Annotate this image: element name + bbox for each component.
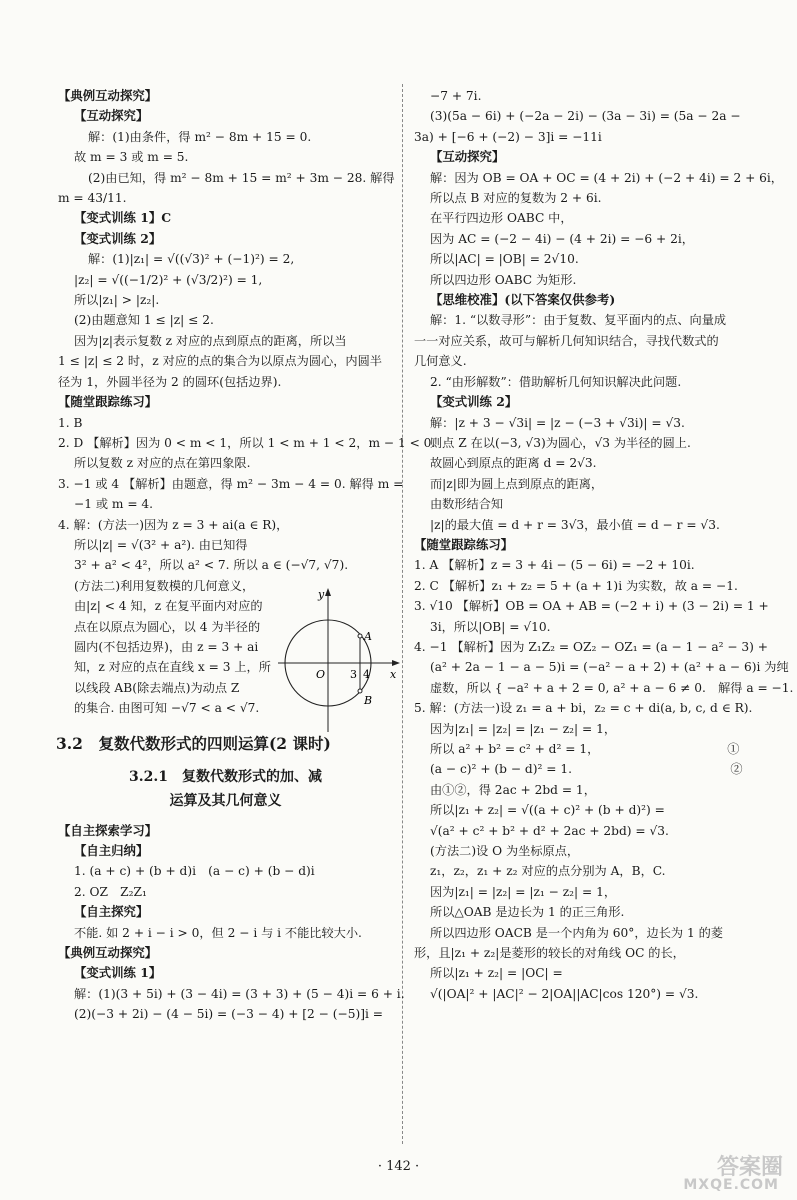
right-line: 形，且|z₁ + z₂|是菱形的较长的对角线 OC 的长， xyxy=(414,946,685,961)
right-line: 由数形结合知 xyxy=(430,497,504,512)
left-line: |z₂| = √((−1/2)² + (√3/2)²) = 1, xyxy=(74,272,263,287)
watermark-logo: 答案圈 xyxy=(716,1155,783,1180)
right-line: 【思维校准】(以下答案仅供参考) xyxy=(430,292,616,308)
left-line: 【变式训练 2】 xyxy=(74,230,162,246)
left2-line: (2)(−3 + 2i) − (4 − 5i) = (−3 − 4) + [2 − (−5)]i = xyxy=(74,1007,383,1022)
right-line: 5. 解：(方法一)设 z₁ = a + bi，z₂ = c + di(a, b, c, d ∈ R). xyxy=(414,701,753,716)
right-line: z₁，z₂，z₁ + z₂ 对应的点分别为 A，B，C. xyxy=(430,864,666,879)
right-column xyxy=(414,86,794,1004)
left-line: 【随堂跟踪练习】 xyxy=(58,394,158,410)
right-line: 几何意义. xyxy=(414,354,467,369)
left-line: 2. D 【解析】因为 0 < m < 1，所以 1 < m + 1 < 2，m − 1 < 0. xyxy=(58,435,436,450)
right-line: (a − c)² + (b − d)² = 1. ② xyxy=(430,762,743,777)
right-line: 在平行四边形 OABC 中， xyxy=(430,211,573,226)
right-line: 【随堂跟踪练习】 xyxy=(414,536,514,552)
left-line: 径为 1，外圆半径为 2 的圆环(包括边界). xyxy=(58,374,282,389)
left-line: 点在以原点为圆心，以 4 为半径的 xyxy=(74,619,261,634)
right-line: 3. √10 【解析】OB = OA + AB = (−2 + i) + (3 − 2i) = 1 + xyxy=(414,599,769,614)
left-text-block-2 xyxy=(58,821,405,1025)
left-line: 解：(1)|z₁| = √((√3)² + (−1)²) = 2, xyxy=(88,252,295,267)
label-y: y xyxy=(318,588,325,601)
right-line: 则点 Z 在以(−3, √3)为圆心，√3 为半径的圆上. xyxy=(430,435,691,450)
right-line: 2. C 【解析】z₁ + z₂ = 5 + (a + 1)i 为实数，故 a = −1. xyxy=(414,578,738,593)
label-4: 4 xyxy=(363,668,370,681)
right-line: (方法二)设 O 为坐标原点， xyxy=(430,844,580,859)
left2-line: 【自主探索学习】 xyxy=(58,822,158,838)
label-3: 3 xyxy=(350,668,357,681)
left2-line: 2. OZ Z₂Z₁ xyxy=(74,884,147,899)
left-column xyxy=(56,86,436,1025)
left2-line: 解：(1)(3 + 5i) + (3 − 4i) = (3 + 3) + (5 − 4)i = 6 + i. xyxy=(74,986,405,1001)
right-line: √(a² + c² + b² + d² + 2ac + 2bd) = √3. xyxy=(430,823,669,838)
left-line: 4. 解：(方法一)因为 z = 3 + ai(a ∈ R)， xyxy=(58,517,289,532)
label-o: O xyxy=(316,668,326,681)
left-line: 所以|z₁| > |z₂|. xyxy=(74,293,160,308)
right-line: 所以四边形 OABC 为矩形. xyxy=(430,272,577,287)
right-line: 而|z|即为圆上点到原点的距离， xyxy=(430,476,604,491)
left-line: 知，z 对应的点在直线 x = 3 上，所 xyxy=(74,660,271,675)
point-b xyxy=(358,689,362,693)
left-line: 所以|z| = √(3² + a²). 由已知得 xyxy=(74,537,248,552)
subsection-title-line2: 运算及其几何意义 xyxy=(169,792,282,809)
left-line: 1 ≤ |z| ≤ 2 时，z 对应的点的集合为以原点为圆心，内圆半 xyxy=(58,354,382,369)
right-line: 所以 a² + b² = c² + d² = 1， ① xyxy=(430,742,740,756)
right-line: 所以|z₁ + z₂| = √((a + c)² + (b + d)²) = xyxy=(430,803,665,818)
right-line: 【变式训练 2】 xyxy=(430,394,518,410)
left-line: 【互动探究】 xyxy=(74,108,149,124)
left-line: 以线段 AB(除去端点)为动点 Z xyxy=(74,680,240,695)
right-line: 解：因为 OB = OA + OC = (4 + 2i) + (−2 + 4i) = 2 + 6i， xyxy=(430,170,783,185)
complex-plane-figure xyxy=(270,586,400,736)
left-line: 由|z| < 4 知，z 在复平面内对应的 xyxy=(74,599,263,614)
right-line: 2. “由形解数”：借助解析几何知识解决此问题. xyxy=(430,374,682,389)
right-line: 因为 AC = (−2 − 4i) − (4 + 2i) = −6 + 2i， xyxy=(430,231,694,246)
right-line: 4. −1 【解析】因为 Z₁Z₂ = OZ₂ − OZ₁ = (a − 1 − a² − 3) + xyxy=(414,639,769,654)
y-axis-arrow xyxy=(325,588,331,596)
right-line: 3a) + [−6 + (−2) − 3]i = −11i xyxy=(414,129,602,144)
watermark-url: MXQE.COM xyxy=(683,1177,779,1193)
right-line: 解：1. “以数寻形”：由于复数、复平面内的点、向量成 xyxy=(430,313,727,328)
left-line: −1 或 m = 4. xyxy=(74,497,154,512)
right-line: −7 + 7i. xyxy=(430,89,482,103)
left-line: 3² + a² < 4²，所以 a² < 7. 所以 a ∈ (−√7, √7). xyxy=(74,558,349,573)
point-a xyxy=(358,634,362,638)
right-line: 解：|z + 3 − √3i| = |z − (−3 + √3i)| = √3. xyxy=(430,415,685,430)
subsection-title-line1: 3.2.1 复数代数形式的加、减 xyxy=(129,768,322,785)
left-line: 【变式训练 1】C xyxy=(74,210,172,226)
left-line: 故 m = 3 或 m = 5. xyxy=(74,150,189,165)
right-text-block xyxy=(414,86,794,1004)
label-x: x xyxy=(390,668,397,681)
right-line: (a² + 2a − 1 − a − 5)i = (−a² − a + 2) + (a² + a − 6)i 为纯 xyxy=(430,660,789,675)
x-axis-arrow xyxy=(392,660,400,666)
left2-line: 【自主归纳】 xyxy=(74,843,149,858)
right-line: 虚数，所以 { −a² + a + 2 = 0, a² + a − 6 ≠ 0. 解得 a = −1. xyxy=(430,680,794,695)
left2-line: 不能. 如 2 + i − i > 0，但 2 − i 与 i 不能比较大小. xyxy=(74,925,362,940)
right-line: 所以点 B 对应的复数为 2 + 6i. xyxy=(430,191,602,206)
left-line: m = 43/11. xyxy=(58,191,127,206)
right-line: 故圆心到原点的距离 d = 2√3. xyxy=(430,456,597,471)
label-b: B xyxy=(364,694,373,707)
left-line: 3. −1 或 4 【解析】由题意，得 m² − 3m − 4 = 0. 解得 m = xyxy=(58,476,404,491)
right-line: 3i，所以|OB| = √10. xyxy=(430,619,551,634)
right-line: 1. A 【解析】z = 3 + 4i − (5 − 6i) = −2 + 10i. xyxy=(414,558,695,573)
right-line: 因为|z₁| = |z₂| = |z₁ − z₂| = 1， xyxy=(430,884,617,899)
left-line: 解：(1)由条件，得 m² − 8m + 15 = 0. xyxy=(88,129,312,144)
right-line: 由①②，得 2ac + 2bd = 1， xyxy=(430,782,596,797)
left-line: (2)由题意知 1 ≤ |z| ≤ 2. xyxy=(74,313,214,328)
left2-line: 【典例互动探究】 xyxy=(58,945,158,961)
left2-line: 1. (a + c) + (b + d)i (a − c) + (b − d)i xyxy=(74,864,315,879)
right-line: 所以|AC| = |OB| = 2√10. xyxy=(430,252,579,267)
left-line: 所以复数 z 对应的点在第四象限. xyxy=(74,456,251,471)
label-a: A xyxy=(364,630,372,643)
right-line: |z|的最大值 = d + r = 3√3，最小值 = d − r = √3. xyxy=(430,517,720,532)
right-line: 所以四边形 OACB 是一个内角为 60°，边长为 1 的菱 xyxy=(430,925,723,940)
left-line: 1. B xyxy=(58,415,83,430)
left2-line: 【变式训练 1】 xyxy=(74,965,162,981)
left-line: 因为|z|表示复数 z 对应的点到原点的距离，所以当 xyxy=(74,333,347,348)
right-line: 因为|z₁| = |z₂| = |z₁ − z₂| = 1， xyxy=(430,721,617,736)
left-line: 【典例互动探究】 xyxy=(58,88,158,103)
left-line: (2)由已知，得 m² − 8m + 15 = m² + 3m − 28. 解得 xyxy=(88,170,395,185)
right-line: 所以|z₁ + z₂| = |OC| = xyxy=(430,966,563,981)
right-line: √(|OA|² + |AC|² − 2|OA||AC|cos 120°) = √3. xyxy=(430,986,699,1001)
left-line: 的集合. 由图可知 −√7 < a < √7. xyxy=(74,701,260,716)
right-line: (3)(5a − 6i) + (−2a − 2i) − (3a − 3i) = (5a − 2a − xyxy=(430,109,741,124)
right-line: 一一对应关系，故可与解析几何知识结合，寻找代数式的 xyxy=(414,333,719,348)
left2-line: 【自主探究】 xyxy=(74,904,149,920)
left-line: (方法二)利用复数模的几何意义， xyxy=(74,578,255,593)
right-line: 【互动探究】 xyxy=(430,149,505,165)
page-number: · 142 · xyxy=(377,1159,420,1174)
section-title: 3.2 复数代数形式的四则运算(2 课时) xyxy=(56,733,331,753)
left-line: 圆内(不包括边界)，由 z = 3 + ai xyxy=(74,639,259,654)
right-line: 所以△OAB 是边长为 1 的正三角形. xyxy=(430,905,625,920)
